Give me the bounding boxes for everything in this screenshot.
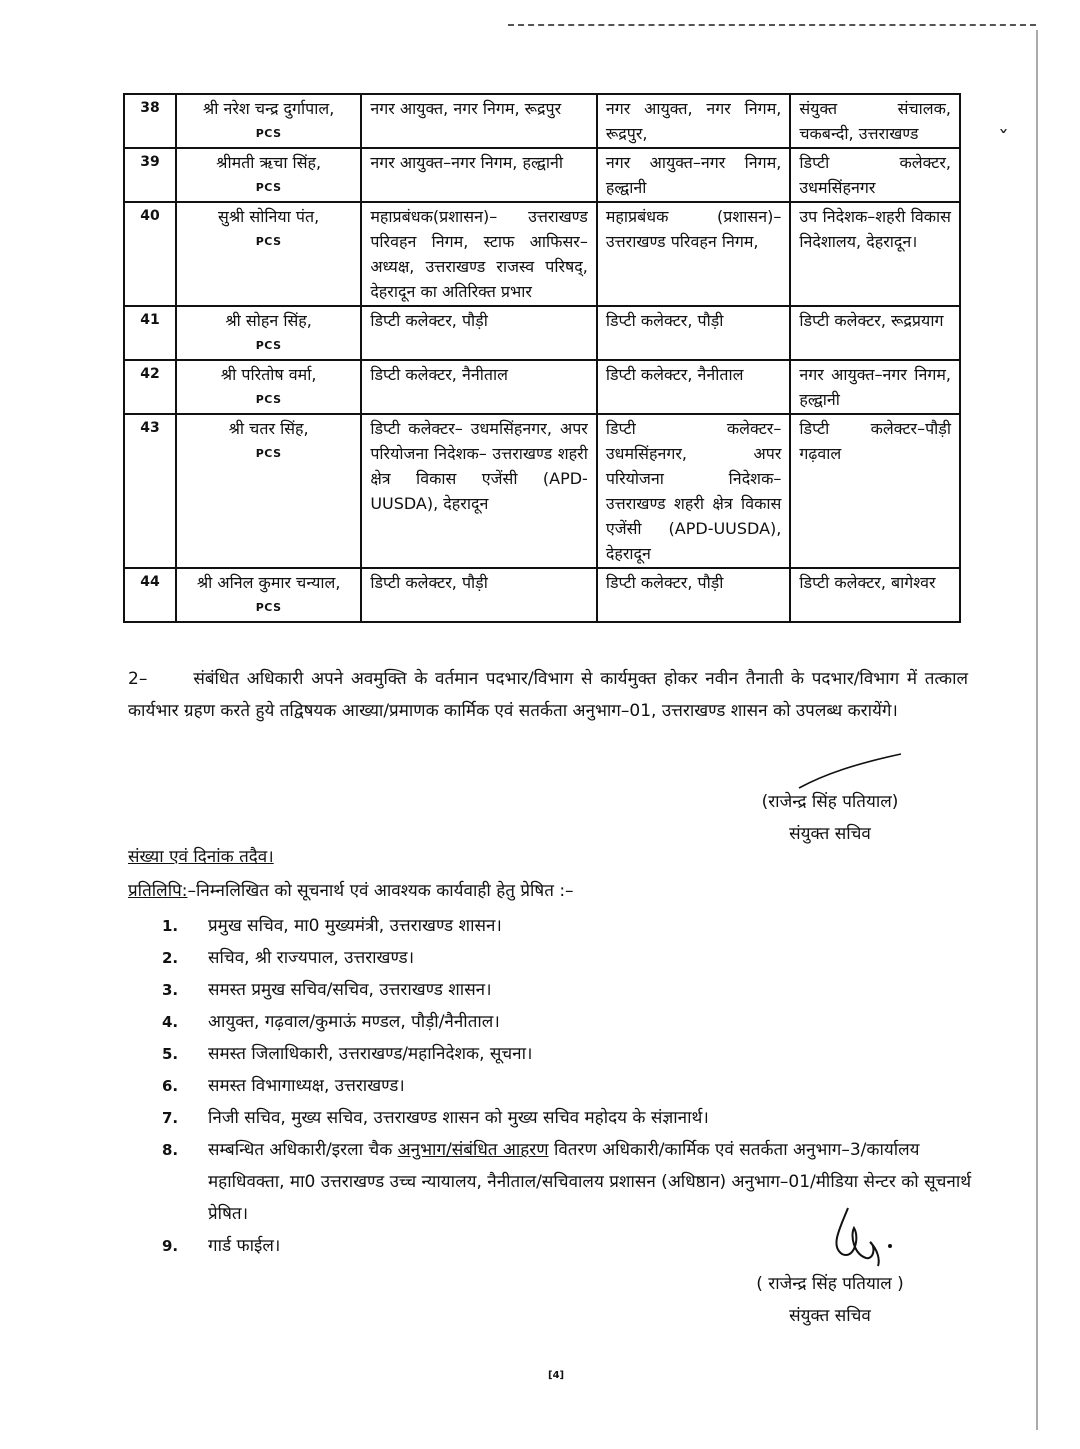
signatory-name: ( राजेन्द्र सिंह पतियाल ) [756, 1274, 904, 1294]
officer-name-text: श्री परितोष वर्मा, [220, 365, 317, 384]
instruction-paragraph [128, 663, 968, 727]
cadre-label: PCS [255, 447, 282, 460]
officer-name [176, 148, 361, 202]
page-number: [4] [548, 1370, 565, 1381]
list-item: 1. प्रमुख सचिव, मा0 मुख्यमंत्री, उत्तराखण्ड शासन। [162, 916, 502, 936]
previous-post: नगर आयुक्त–नगर निगम, हल्द्वानी [361, 148, 597, 202]
list-item: 4. आयुक्त, गढ़वाल/कुमाऊं मण्डल, पौड़ी/नैनीताल। [162, 1012, 500, 1032]
serial-number: 40 [124, 202, 176, 306]
new-posting: डिप्टी कलेक्टर, उधमसिंहनगर [790, 148, 960, 202]
previous-post: डिप्टी कलेक्टर, पौड़ी [361, 568, 597, 622]
scan-right-edge [1036, 30, 1038, 1430]
previous-post: डिप्टी कलेक्टर, पौड़ी [361, 306, 597, 360]
new-posting: डिप्टी कलेक्टर–पौड़ी गढ़वाल [790, 414, 960, 568]
scan-top-border [508, 24, 1036, 26]
previous-post: डिप्टी कलेक्टर, नैनीताल [361, 360, 597, 414]
serial-number: 42 [124, 360, 176, 414]
list-item: 9. गार्ड फाईल। [162, 1236, 281, 1256]
officer-name [176, 414, 361, 568]
signatory-name: (राजेन्द्र सिंह पतियाल) [761, 792, 899, 812]
list-item: 3. समस्त प्रमुख सचिव/सचिव, उत्तराखण्ड शासन। [162, 980, 492, 1000]
reference-line: संख्या एवं दिनांक तदैव। [128, 847, 274, 867]
copy-intro-text: –निम्नलिखित को सूचनार्थ एवं आवश्यक कार्यवाही हेतु प्रेषित :– [187, 881, 574, 901]
scan-mark: ˇ [998, 128, 1009, 153]
serial-number: 39 [124, 148, 176, 202]
officer-name-text: श्री नरेश चन्द्र दुर्गापाल, [202, 99, 335, 118]
cadre-label: PCS [255, 181, 282, 194]
current-post: नगर आयुक्त–नगर निगम, हल्द्वानी [597, 148, 791, 202]
officer-name-text: श्री चतर सिंह, [228, 419, 309, 438]
officer-name [176, 568, 361, 622]
table-row [124, 306, 960, 360]
officer-name-text: सुश्री सोनिया पंत, [218, 207, 320, 226]
new-posting: उप निदेशक–शहरी विकास निदेशालय, देहरादून। [790, 202, 960, 306]
list-item: 8. सम्बन्धित अधिकारी/इरला चैक अनुभाग/संबंधित आहरण वितरण अधिकारी/कार्मिक एवं सतर्कता अनुभाग–3/कार्यालय महाधिवक्ता, मा0 उत्तराखण्ड उच्च न्यायालय, नैनीताल/सचिवालय प्रशासन (अधिष्ठान) अनुभाग–01/मीडिया सेन्टर को सूचनार्थ प्रेषित। [162, 1140, 972, 1224]
signatory-designation: संयुक्त सचिव [789, 824, 871, 844]
current-post: डिप्टी कलेक्टर, पौड़ी [597, 568, 791, 622]
cadre-label: PCS [255, 393, 282, 406]
table-row [124, 568, 960, 622]
officer-name [176, 360, 361, 414]
list-item: 2. सचिव, श्री राज्यपाल, उत्तराखण्ड। [162, 948, 415, 968]
officer-name-text: श्री अनिल कुमार चन्याल, [196, 573, 341, 592]
signature-block-1 [720, 786, 940, 850]
copy-intro [128, 878, 574, 901]
serial-number: 44 [124, 568, 176, 622]
cadre-label: PCS [255, 235, 282, 248]
previous-post: डिप्टी कलेक्टर– उधमसिंहनगर, अपर परियोजना निदेशक– उत्तराखण्ड शहरी क्षेत्र विकास एजेंसी (APD-UUSDA), देहरादून [361, 414, 597, 568]
serial-number: 41 [124, 306, 176, 360]
officer-name-text: श्री सोहन सिंह, [225, 311, 312, 330]
officer-name [176, 94, 361, 148]
list-item: 6. समस्त विभागाध्यक्ष, उत्तराखण्ड। [162, 1076, 405, 1096]
current-post: महाप्रबंधक (प्रशासन)– उत्तराखण्ड परिवहन निगम, [597, 202, 791, 306]
new-posting: नगर आयुक्त–नगर निगम, हल्द्वानी [790, 360, 960, 414]
paragraph-text: संबंधित अधिकारी अपने अवमुक्ति के वर्तमान पदभार/विभाग से कार्यमुक्त होकर नवीन तैनाती के पदभार/विभाग में तत्काल कार्यभार ग्रहण करते हुये तद्विषयक आख्या/प्रमाणक कार्मिक एवं सतर्कता अनुभाग–01, उत्तराखण्ड शासन को उपलब्ध करायेंगे। [128, 669, 968, 721]
paragraph-number: 2– [128, 669, 148, 689]
new-posting: डिप्टी कलेक्टर, रूद्रप्रयाग [790, 306, 960, 360]
table-row [124, 202, 960, 306]
list-item: 7. निजी सचिव, मुख्य सचिव, उत्तराखण्ड शासन को मुख्य सचिव महोदय के संज्ञानार्थ। [162, 1108, 709, 1128]
copy-label: प्रतिलिपि: [128, 881, 188, 901]
previous-post: महाप्रबंधक(प्रशासन)– उत्तराखण्ड परिवहन निगम, स्टाफ आफिसर–अध्यक्ष, उत्तराखण्ड राजस्व परिषद्, देहरादून का अतिरिक्त प्रभार [361, 202, 597, 306]
officer-name [176, 202, 361, 306]
new-posting: संयुक्त संचालक, चकबन्दी, उत्तराखण्ड [790, 94, 960, 148]
table-row [124, 94, 960, 148]
officer-name-text: श्रीमती ऋचा सिंह, [216, 153, 322, 172]
officer-name [176, 306, 361, 360]
handwritten-signature [820, 1198, 900, 1268]
list-item: 5. समस्त जिलाधिकारी, उत्तराखण्ड/महानिदेशक, सूचना। [162, 1044, 533, 1064]
table-row [124, 148, 960, 202]
signature-block-2 [720, 1268, 940, 1332]
cadre-label: PCS [255, 601, 282, 614]
previous-post: नगर आयुक्त, नगर निगम, रूद्रपुर [361, 94, 597, 148]
new-posting: डिप्टी कलेक्टर, बागेश्वर [790, 568, 960, 622]
serial-number: 43 [124, 414, 176, 568]
serial-number: 38 [124, 94, 176, 148]
table-row [124, 414, 960, 568]
transfer-table [123, 93, 961, 623]
cadre-label: PCS [255, 339, 282, 352]
current-post: डिप्टी कलेक्टर, पौड़ी [597, 306, 791, 360]
current-post: डिप्टी कलेक्टर, नैनीताल [597, 360, 791, 414]
signatory-designation: संयुक्त सचिव [789, 1306, 871, 1326]
table-row [124, 360, 960, 414]
cadre-label: PCS [255, 127, 282, 140]
current-post: डिप्टी कलेक्टर– उधमसिंहनगर, अपर परियोजना निदेशक– उत्तराखण्ड शहरी क्षेत्र विकास एजेंसी (APD-UUSDA), देहरादून [597, 414, 791, 568]
current-post: नगर आयुक्त, नगर निगम, रूद्रपुर, [597, 94, 791, 148]
